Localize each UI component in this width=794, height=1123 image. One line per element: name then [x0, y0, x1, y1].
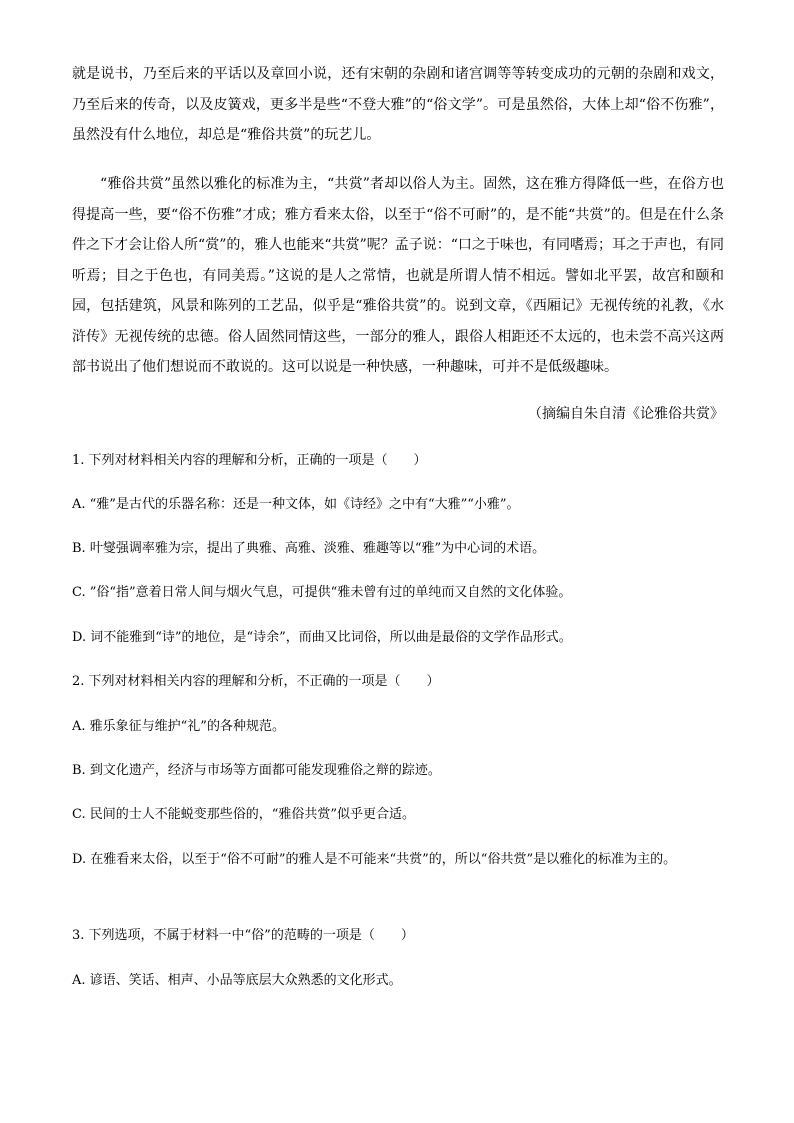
question-2-option-b: B. 到文化遗产，经济与市场等方面都可能发现雅俗之辩的踪迹。: [72, 763, 441, 778]
question-3-option-a: A. 谚语、笑话、相声、小品等底层大众熟悉的文化形式。: [72, 973, 402, 988]
question-2-option-a: A. 雅乐象征与维护“礼”的各种规范。: [72, 719, 285, 734]
passage-paragraph-1: 就是说书，乃至后来的平话以及章回小说，还有宋朝的杂剧和诸宫调等等转变成功的元朝的杂剧和戏文，乃至后来的传奇，以及皮簧戏，更多半是些“不登大雅”的“俗文学”。可是虽然俗，大体上却“俗不伤雅”，虽然没有什么地位，却总是“雅俗共赏”的玩艺儿。: [72, 66, 724, 143]
question-1-option-d: D. 词不能雅到“诗”的地位，是“诗余”，而曲又比词俗，所以曲是最俗的文学作品形式。: [72, 630, 572, 645]
passage-paragraph-2: “雅俗共赏”虽然以雅化的标准为主，“共赏”者却以俗人为主。固然，这在雅方得降低一些，在俗方也得提高一些，要“俗不伤雅”才成；雅方看来太俗，以至于“俗不可耐”的，是不能“共赏”的。但是在什么条件之下才会让俗人所“赏”的，雅人也能来“共赏”呢？孟子说：“口之于味也，有同嗜焉；耳之于声也，有同听焉；目之于色也，有同美焉。”这说的是人之常情，也就是所谓人情不相远。譬如北平罢，故宫和颐和园，包括建筑，风景和陈列的工艺品，似乎是“雅俗共赏”的。说到文章，《西厢记》无视传统的礼教，《水浒传》无视传统的忠德。俗人固然同情这些，一部分的雅人，跟俗人相距还不太远的，也未尝不高兴这两部书说出了他们想说而不敢说的。这可以说是一种快感，一种趣味，可并不是低级趣味。: [72, 176, 724, 375]
question-1-option-a: A. “雅”是古代的乐器名称：还是一种文体，如《诗经》之中有“大雅”“小雅”。: [72, 497, 520, 512]
question-1-stem: 1. 下列对材料相关内容的理解和分析，正确的一项是（ ）: [72, 453, 427, 468]
question-1-option-c: C. ”俗“指”意着日常人间与烟火气息，可提供“雅未曾有过的单纯而又自然的文化体验。: [72, 585, 572, 600]
question-2-option-d: D. 在雅看来太俗，以至于“俗不可耐”的雅人是不可能来“共赏”的，所以“俗共赏”是以雅化的标准为主的。: [72, 852, 677, 867]
question-2-stem: 2. 下列对材料相关内容的理解和分析，不正确的一项是（ ）: [72, 674, 440, 689]
question-2-option-c: C. 民间的士人不能蜕变那些俗的，“雅俗共赏”似乎更合适。: [72, 807, 416, 822]
question-1-option-b: B. 叶燮强调率雅为宗，提出了典雅、高雅、淡雅、雅趣等以“雅”为中心词的术语。: [72, 541, 546, 556]
question-3-stem: 3. 下列选项，不属于材料一中“俗”的范畴的一项是（ ）: [72, 928, 414, 943]
passage-source: （摘编自朱自清《论雅俗共赏》: [528, 406, 724, 422]
